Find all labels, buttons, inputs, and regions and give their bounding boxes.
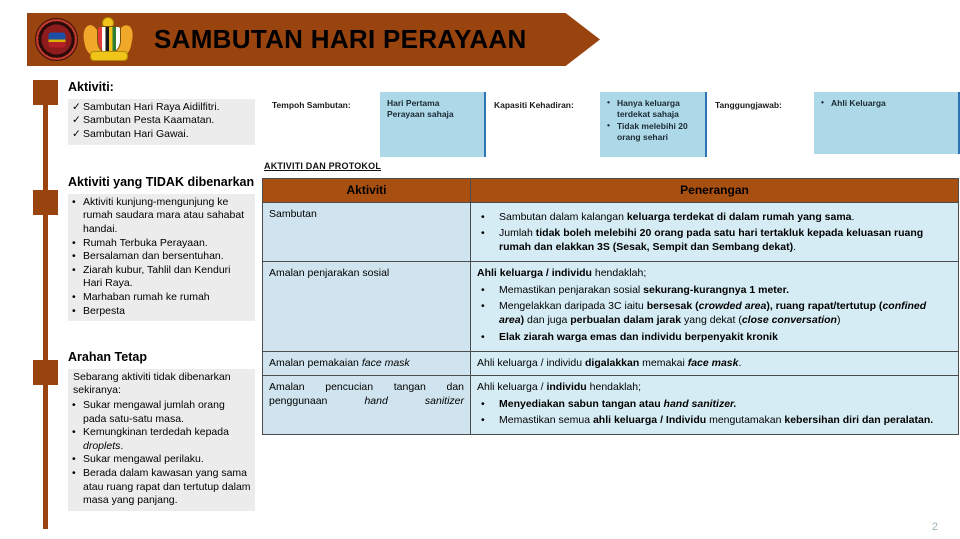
penerangan-list-item-text: Memastikan semua ahli keluarga / Individu mengutamakan kebersihan diri dan peralatan. [499, 413, 934, 426]
penerangan-list-item-text: Menyediakan sabun tangan atau hand sanitizer. [499, 397, 737, 410]
bullet-icon: • [607, 119, 610, 130]
bullet-icon: • [72, 398, 76, 411]
table-caption: AKTIVITI DAN PROTOKOL [264, 161, 382, 171]
info-box-tempoh-content [387, 98, 479, 121]
sidebar-list-item-label: Ziarah kubur, Tahlil dan Kenduri Hari Raya. [83, 263, 231, 290]
penerangan-list-item [477, 299, 952, 327]
sidebar-list-item [72, 264, 251, 291]
info-box-kapasiti [600, 92, 707, 157]
check-icon: ✓ [72, 114, 81, 127]
penerangan-list-item-text: Memastikan penjarakan sosial sekurang-kurangnya 1 meter. [499, 284, 790, 297]
info-box-list-item [607, 121, 700, 144]
sidebar-section-aktiviti [68, 80, 255, 145]
table-cell-aktiviti: Sambutan [263, 203, 471, 262]
info-box-line: Perayaan sahaja [387, 109, 454, 120]
sidebar-node-2 [33, 190, 58, 215]
bullet-icon: • [72, 467, 76, 480]
sidebar-section-tidak-dibenarkan [68, 175, 255, 321]
penerangan-list-item-text: Jumlah tidak boleh melebihi 20 orang pada satu hari tertakluk kepada keluasan ruang rumah dan elakkan 3S (Sesak, Sempit dan Sembang dekat). [499, 227, 924, 254]
info-box-line: Hari Pertama [387, 98, 440, 108]
sidebar-list-item [72, 453, 251, 467]
penerangan-list-item [477, 330, 952, 344]
info-box-list-item [607, 98, 700, 121]
sidebar-list-item [72, 101, 251, 115]
sidebar [30, 80, 255, 535]
page-number: 2 [931, 521, 938, 533]
bullet-icon: • [72, 291, 76, 304]
sidebar-list-item-label: Bersalaman dan bersentuhan. [83, 250, 224, 263]
sidebar-list-item [72, 250, 251, 264]
bullet-icon: • [607, 97, 610, 107]
sidebar-list-item-label: Rumah Terbuka Perayaan. [83, 236, 208, 249]
bullet-icon: • [481, 284, 485, 297]
ribbon-icon [90, 51, 128, 61]
info-box-tanggungjawab [814, 92, 960, 154]
table-cell-penerangan [471, 351, 959, 375]
sidebar-arahan-lead: Sebarang aktiviti tidak dibenarkan sekiranya: [73, 370, 231, 397]
penerangan-lead: Ahli keluarga / individu hendaklah; [477, 380, 642, 393]
check-icon: ✓ [72, 100, 81, 113]
penerangan-list [477, 210, 952, 254]
info-label-kapasiti: Kapasiti Kehadiran: [494, 100, 574, 110]
bullet-icon: • [481, 300, 485, 313]
sidebar-list-item-label: Sukar mengawal perilaku. [83, 453, 204, 466]
penerangan-list [477, 283, 952, 343]
info-box-list-item-label: Ahli Keluarga [831, 98, 886, 108]
table-row [263, 351, 959, 375]
bullet-icon: • [481, 211, 485, 224]
sidebar-list-item-label: Marhaban rumah ke rumah [83, 291, 210, 304]
info-box-list-item-label: Tidak melebihi 20 orang sehari [617, 120, 688, 143]
sidebar-list-item-label: Berpesta [83, 304, 126, 317]
header-logo-group [35, 17, 132, 62]
penerangan-list-item [477, 226, 952, 254]
sidebar-list-item-label: Aktiviti kunjung-mengunjung ke rumah saudara mara atau sahabat handai. [83, 195, 245, 235]
info-box-list [607, 98, 700, 144]
sidebar-body-arahan-tetap [68, 369, 255, 511]
info-label-tempoh: Tempoh Sambutan: [272, 100, 351, 110]
sidebar-list-item [72, 305, 251, 319]
table-row [263, 262, 959, 351]
sidebar-list-item-label: Sukar mengawal jumlah orang pada satu-satu masa. [83, 398, 225, 425]
info-box-list-item [821, 98, 953, 109]
header-banner [27, 13, 600, 66]
sidebar-heading-arahan-tetap: Arahan Tetap [68, 350, 147, 364]
bullet-icon: • [72, 453, 76, 466]
shield-icon [97, 26, 121, 54]
sidebar-list-item [72, 128, 251, 142]
penerangan-list-item-text: Sambutan dalam kalangan keluarga terdekat di dalam rumah yang sama. [499, 211, 855, 224]
penerangan-list [477, 397, 952, 427]
bullet-icon: • [72, 236, 76, 249]
info-box-kapasiti-content [607, 98, 700, 144]
sidebar-list-item [72, 114, 251, 128]
sidebar-body-aktiviti [68, 99, 255, 145]
table-cell-penerangan [471, 375, 959, 434]
info-box-list-item-label: Hanya keluarga terdekat sahaja [617, 98, 680, 120]
aktiviti-protokol-table [262, 178, 959, 435]
sidebar-list-arahan-tetap [72, 399, 251, 508]
sidebar-list-item-label: Sambutan Pesta Kaamatan. [83, 114, 215, 127]
bullet-icon: • [72, 195, 76, 208]
table-cell-aktiviti: Amalan pemakaian face mask [263, 351, 471, 375]
info-box-tempoh [380, 92, 486, 157]
table-cell-penerangan [471, 262, 959, 351]
sidebar-list-item-label: Kemungkinan terdedah kepada droplets. [83, 426, 229, 452]
mkn-crest-icon [35, 18, 78, 61]
sidebar-list-item [72, 399, 251, 426]
info-label-tanggungjawab: Tanggungjawab: [715, 100, 782, 110]
table-row [263, 203, 959, 262]
sidebar-body-tidak-dibenarkan [68, 194, 255, 322]
sidebar-heading-aktiviti: Aktiviti: [68, 80, 114, 94]
table-header-aktiviti: Aktiviti [263, 179, 471, 203]
bullet-icon: • [481, 413, 485, 426]
sidebar-list-item [72, 196, 251, 237]
table-cell-aktiviti: Amalan penjarakan sosial [263, 262, 471, 351]
sidebar-section-arahan-tetap [68, 350, 255, 511]
info-box-tanggungjawab-content [821, 98, 953, 109]
page-title: SAMBUTAN HARI PERAYAAN [154, 24, 527, 54]
table-body [263, 203, 959, 435]
sidebar-list-item [72, 237, 251, 251]
sidebar-list-item-label: Sambutan Hari Gawai. [83, 127, 189, 140]
sidebar-list-item-label: Berada dalam kawasan yang sama atau ruang rapat dan tertutup dalam masa yang panjang. [83, 467, 251, 507]
info-box-list [821, 98, 953, 109]
penerangan-lead: Ahli keluarga / individu hendaklah; [477, 267, 647, 280]
table-cell-aktiviti: Amalan pencucian tangan dan penggunaan hand sanitizer [263, 375, 471, 434]
penerangan-list-item-text: Mengelakkan daripada 3C iaitu bersesak (crowded area), ruang rapat/tertutup (confined area) dan juga perbualan dalam jarak yang dekat (close conversation) [499, 300, 927, 327]
penerangan-list-item [477, 210, 952, 224]
sidebar-list-item-label: Sambutan Hari Raya Aidilfitri. [83, 100, 220, 113]
table-header-row [263, 179, 959, 203]
sidebar-list-item [72, 467, 251, 508]
sidebar-spine [43, 86, 48, 529]
table-row [263, 375, 959, 434]
penerangan-list-item [477, 397, 952, 411]
jata-negara-icon [84, 18, 132, 61]
check-icon: ✓ [72, 127, 81, 140]
bullet-icon: • [72, 426, 76, 439]
bullet-icon: • [821, 97, 824, 107]
bullet-icon: • [481, 330, 485, 343]
sidebar-list-item [72, 291, 251, 305]
bullet-icon: • [481, 397, 485, 410]
penerangan-list-item-text: Elak ziarah warga emas dan individu berpenyakit kronik [499, 330, 778, 343]
table-cell-penerangan [471, 203, 959, 262]
sidebar-heading-tidak-dibenarkan: Aktiviti yang TIDAK dibenarkan [68, 175, 255, 189]
penerangan-list-item [477, 413, 952, 427]
bullet-icon: • [72, 263, 76, 276]
bullet-icon: • [481, 227, 485, 240]
bullet-icon: • [72, 250, 76, 263]
bullet-icon: • [72, 304, 76, 317]
info-row [272, 92, 960, 160]
sidebar-node-3 [33, 360, 58, 385]
penerangan-list-item [477, 283, 952, 297]
sidebar-node-1 [33, 80, 58, 105]
sidebar-list-item [72, 426, 251, 453]
table-header-penerangan: Penerangan [471, 179, 959, 203]
penerangan-lead: Ahli keluarga / individu digalakkan memakai face mask. [477, 356, 742, 369]
sidebar-list-aktiviti [72, 101, 251, 142]
sidebar-list-tidak-dibenarkan [72, 196, 251, 319]
